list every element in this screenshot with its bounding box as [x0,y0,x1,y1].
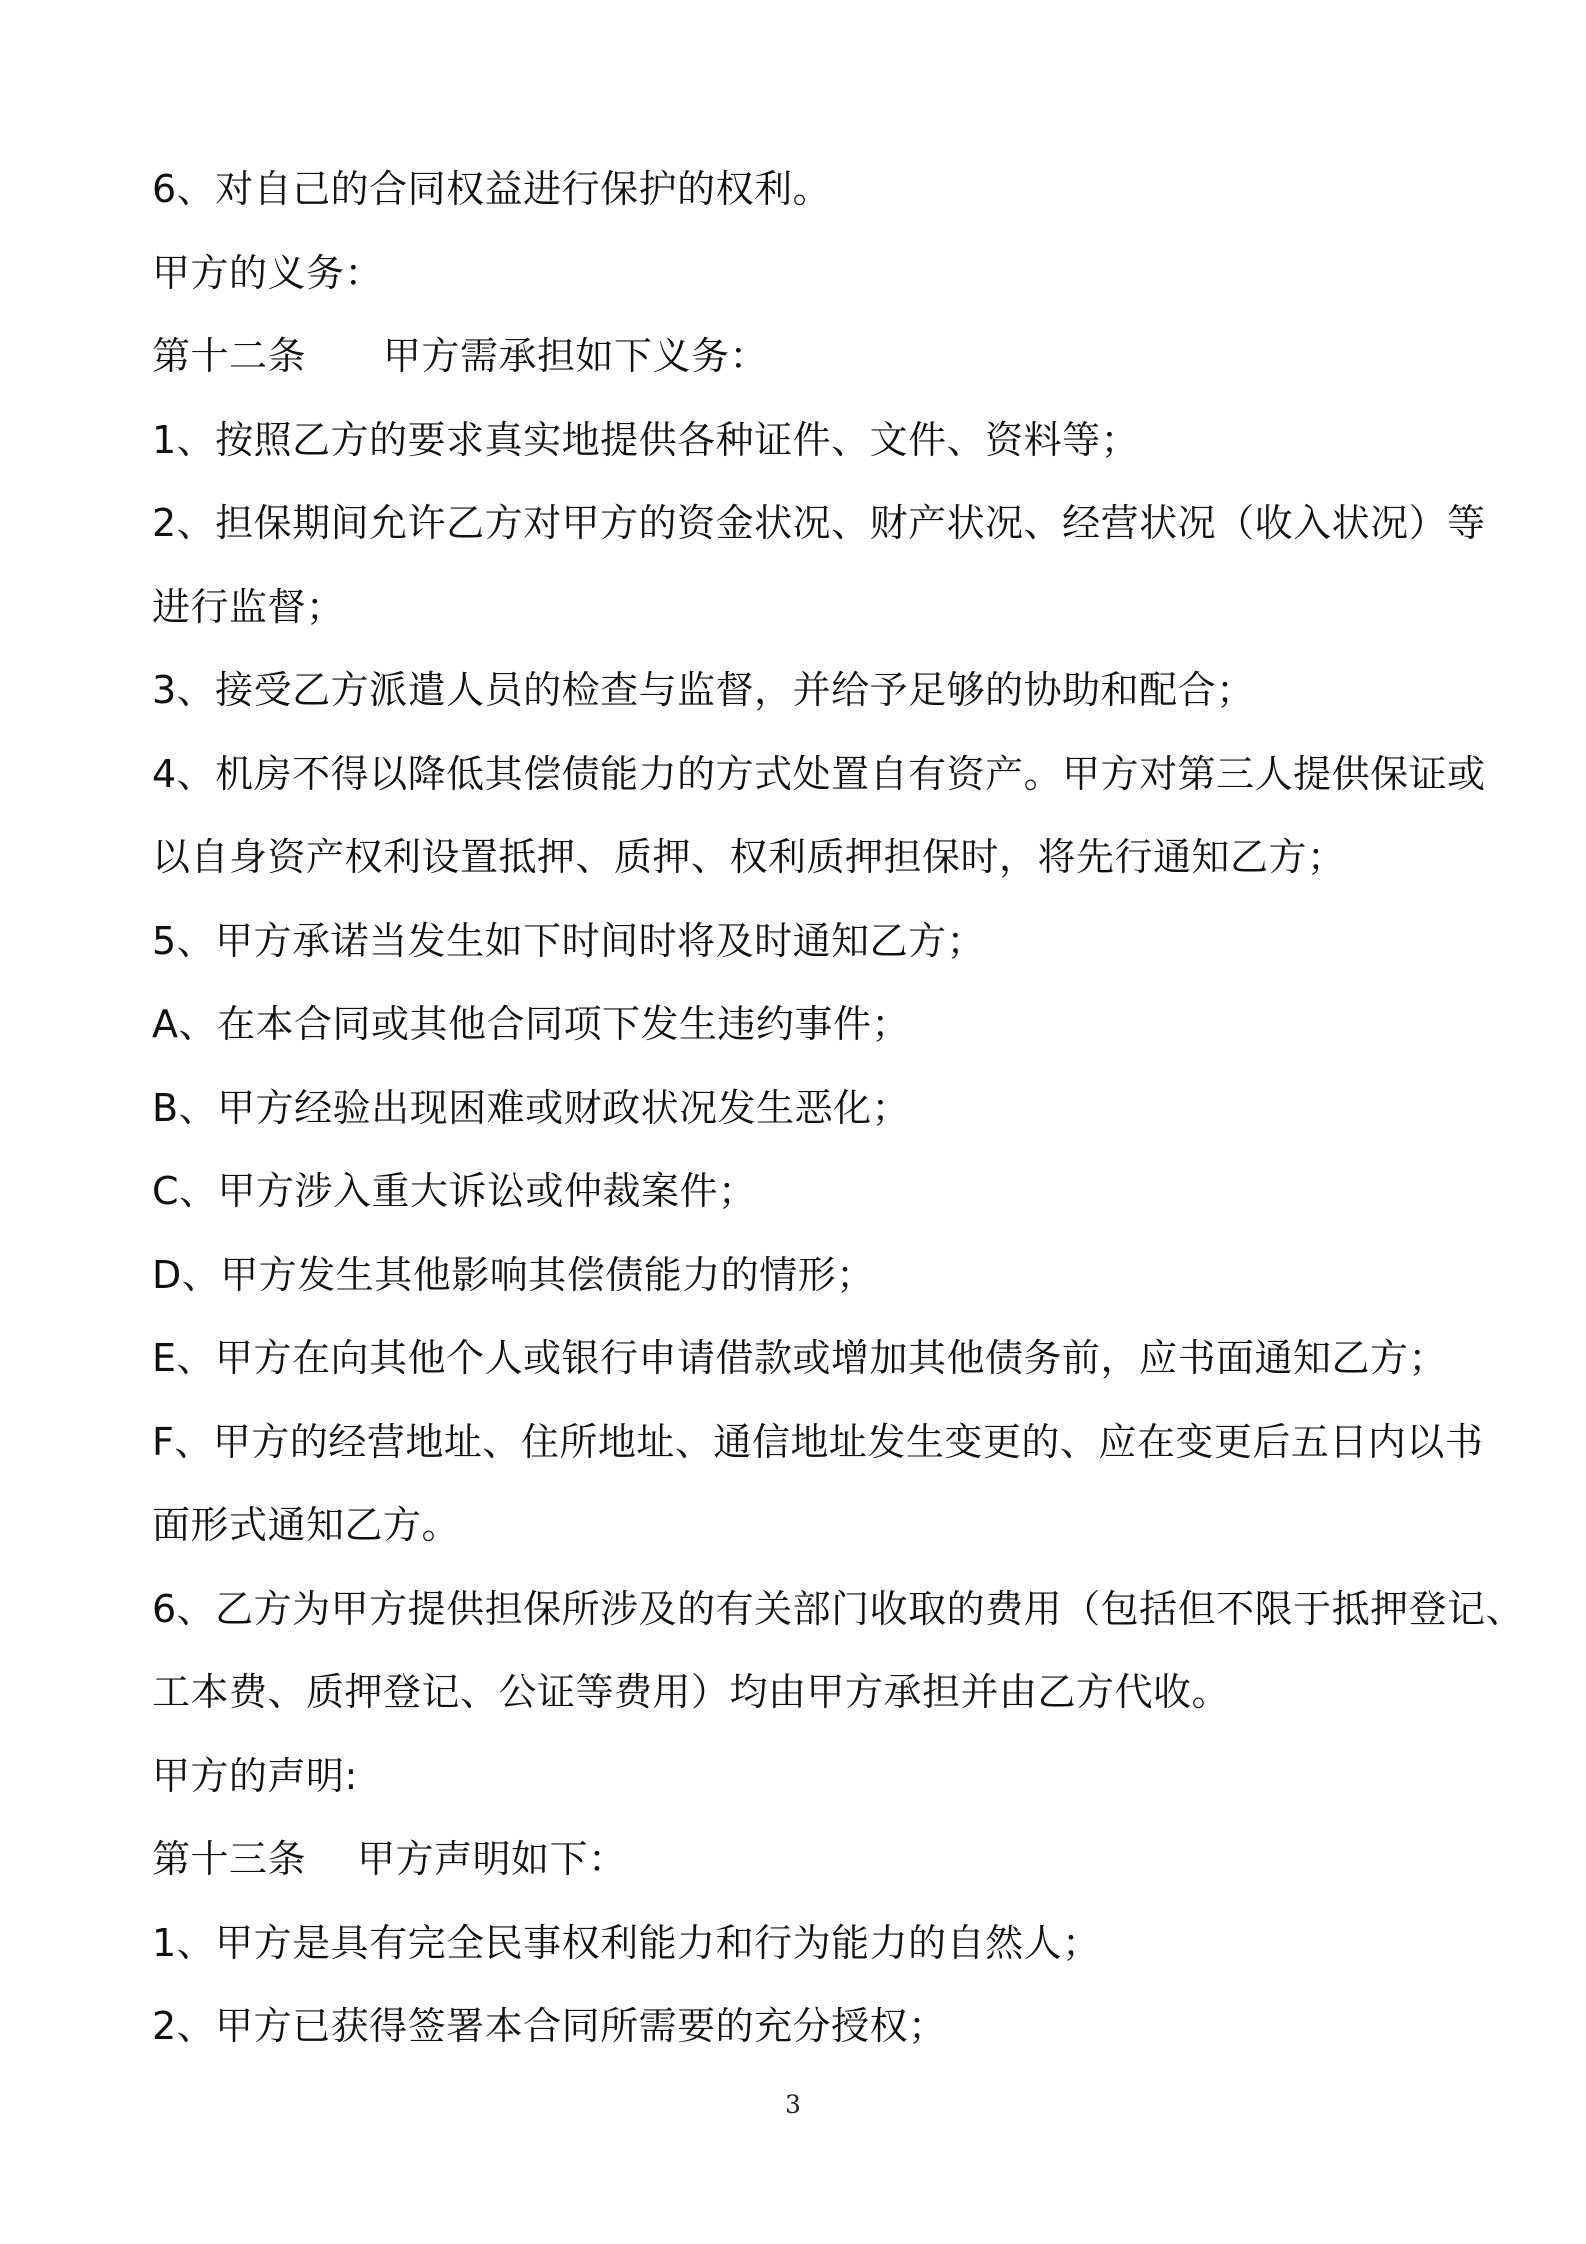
text-line: 1、甲方是具有完全民事权利能力和行为能力的自然人； [152,1920,1101,1965]
text-line: 进行监督； [152,584,345,629]
text-line: E、甲方在向其他个人或银行申请借款或增加其他债务前，应书面通知乙方； [152,1336,1448,1380]
text-line: 4、机房不得以降低其偿债能力的方式处置自有资产。甲方对第三人提供保证或 [152,751,1486,796]
section-heading: 甲方的声明: [152,1753,358,1798]
text-line: 6、乙方为甲方提供担保所涉及的有关部门收取的费用（包括但不限于抵押登记、 [152,1586,1525,1631]
text-line: 工本费、质押登记、公证等费用）均由甲方承担并由乙方代收。 [152,1670,1231,1714]
text-line: F、甲方的经营地址、住所地址、通信地址发生变更的、应在变更后五日内以书 [152,1419,1484,1464]
text-line: 2、甲方已获得签署本合同所需要的充分授权； [152,2004,947,2048]
text-line: 以自身资产权利设置抵押、质押、权利质押担保时，将先行通知乙方； [152,835,1346,879]
text-line: C、甲方涉入重大诉讼或仲裁案件； [152,1169,757,1213]
section-heading: 甲方的义务： [152,250,384,295]
contract-text [152,157,1525,2078]
text-line: 1、按照乙方的要求真实地提供各种证件、文件、资料等； [152,417,1140,462]
text-line: 2、担保期间允许乙方对甲方的资金状况、财产状况、经营状况（收入状况）等 [152,501,1486,545]
text-line: 6、对自己的合同权益进行保护的权利。 [152,167,832,211]
page-number: 3 [785,2090,801,2119]
text-line: A、在本合同或其他合同项下发生违约事件； [152,1002,910,1046]
text-line: 5、甲方承诺当发生如下时间时将及时通知乙方； [152,918,986,963]
text-line: 3、接受乙方派遣人员的检查与监督，并给予足够的协助和配合； [152,668,1255,712]
text-line: 面形式通知乙方。 [152,1503,461,1547]
article-heading: 第十二条 甲方需承担如下义务： [152,334,769,378]
text-line: D、甲方发生其他影响其偿债能力的情形； [152,1252,875,1297]
article-heading: 第十三条 甲方声明如下： [152,1837,627,1881]
text-line: B、甲方经验出现困难或财政状况发生恶化； [152,1085,911,1130]
